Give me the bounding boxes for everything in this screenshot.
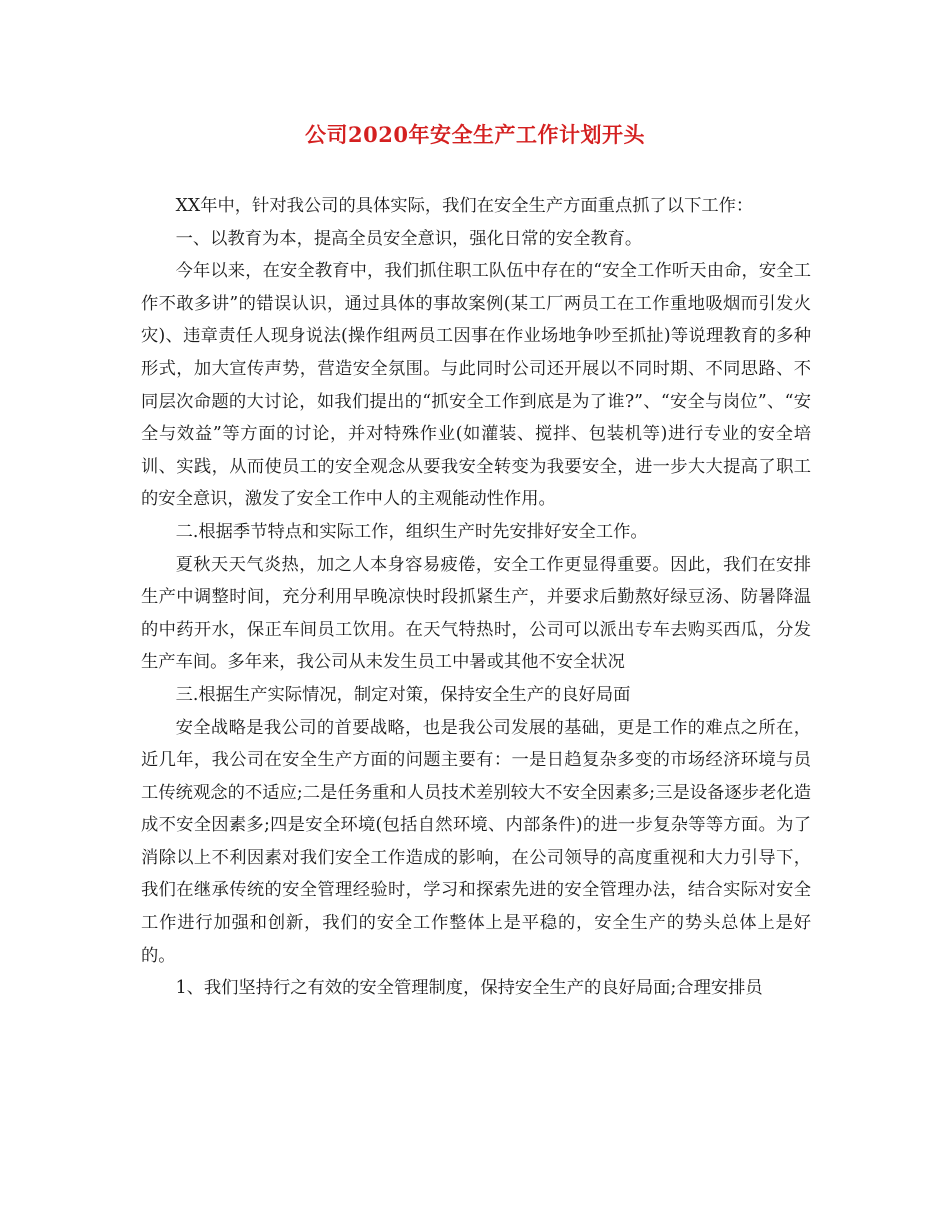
- paragraph-education: 今年以来，在安全教育中，我们抓住职工队伍中存在的“安全工作听天由命，安全工作不敢多讲”的错误认识，通过具体的事故案例(某工厂两员工在工作重地吸烟而引发火灾)、违章责任人现身说法(操作组两员工因事在作业场地争吵至抓扯)等说理教育的多种形式，加大宣传声势，营造安全氛围。与此同时公司还开展以不同时期、不同思路、不同层次命题的大讨论，如我们提出的“抓安全工作到底是为了谁?”、“安全与岗位”、“安全与效益”等方面的讨论，并对特殊作业(如灌装、搅拌、包装机等)进行专业的安全培训、实践，从而使员工的安全观念从要我安全转变为我要安全，进一步大大提高了职工的安全意识，激发了安全工作中人的主观能动性作用。: [141, 261, 811, 510]
- paragraph-heading-2: 二.根据季节特点和实际工作，组织生产时先安排好安全工作。: [175, 521, 648, 542]
- paragraph-intro: XX年中，针对我公司的具体实际，我们在安全生产方面重点抓了以下工作：: [175, 196, 754, 216]
- document-title: 公司2020年安全生产工作计划开头: [305, 122, 645, 147]
- paragraph-item-1: 1、我们坚持行之有效的安全管理制度，保持安全生产的良好局面;合理安排员: [175, 978, 763, 999]
- paragraph-strategy: 安全战略是我公司的首要战略，也是我公司发展的基础，更是工作的难点之所在，近几年，我公司在安全生产方面的问题主要有：一是日趋复杂多变的市场经济环境与员工传统观念的不适应;二是任务重和人员技术差别较大不安全因素多;三是设备逐步老化造成不安全因素多;四是安全环境(包括自然环境、内部条件)的进一步复杂等等方面。为了消除以上不利因素对我们安全工作造成的影响，在公司领导的高度重视和大力引导下，我们在继承传统的安全管理经验时，学习和探索先进的安全管理办法，结合实际对安全工作进行加强和创新，我们的安全工作整体上是平稳的，安全生产的势头总体上是好的。: [141, 717, 811, 966]
- paragraph-heading-3: 三.根据生产实际情况，制定对策，保持安全生产的良好局面: [175, 684, 631, 705]
- document-body: [141, 190, 811, 1005]
- paragraph-heading-1: 一、以教育为本，提高全员安全意识，强化日常的安全教育。: [175, 228, 643, 249]
- paragraph-summer: 夏秋天天气炎热，加之人本身容易疲倦，安全工作更显得重要。因此，我们在安排生产中调整时间，充分利用早晚凉快时段抓紧生产，并要求后勤熬好绿豆汤、防暑降温的中药开水，保正车间员工饮用。在天气特热时，公司可以派出专车去购买西瓜，分发生产车间。多年来，我公司从未发生员工中暑或其他不安全状况: [141, 554, 811, 673]
